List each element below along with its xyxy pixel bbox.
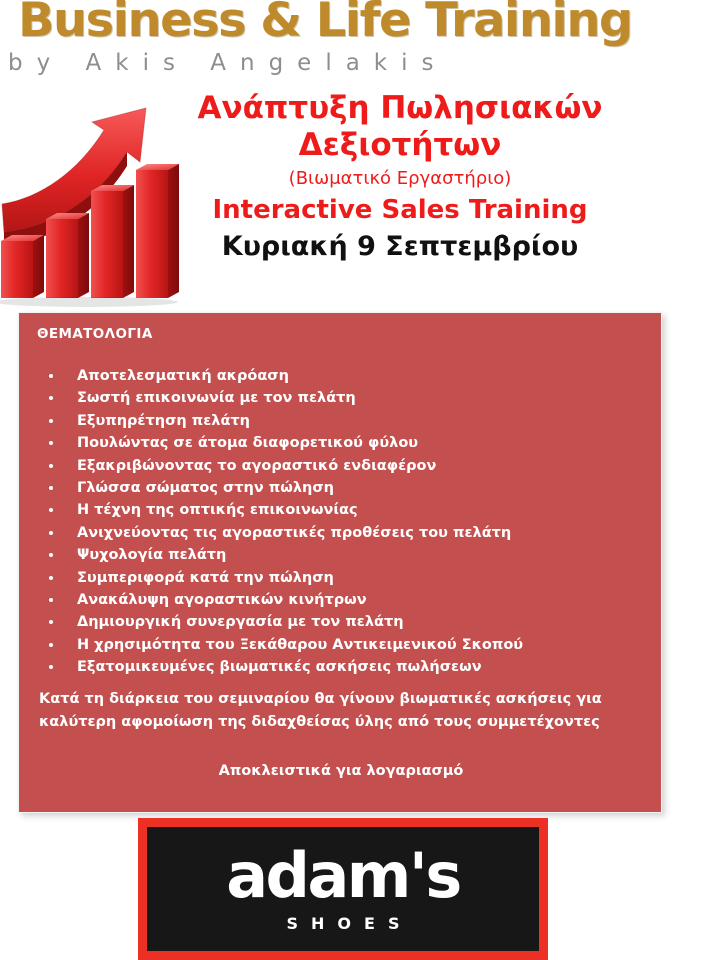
bullet-dot-icon: [49, 665, 53, 669]
list-item: [37, 611, 647, 633]
list-item-label: Γλώσσα σώματος στην πώληση: [77, 480, 334, 497]
list-item-label: Εξατομικευμένες βιωματικές ασκήσεις πωλήσεων: [77, 659, 482, 676]
agenda-bullet-list: [37, 365, 647, 679]
bullet-dot-icon: [49, 620, 53, 624]
seminar-title-english: Interactive Sales Training: [212, 195, 588, 225]
agenda-note: Κατά τη διάρκεια του σεμιναρίου θα γίνουν βιωματικές ασκήσεις για καλύτερη αφομοίωση της διδαχθείσας ύλης από τους συμμετέχοντες: [39, 691, 602, 730]
list-item: [37, 522, 647, 544]
sponsor-logo-inner: [147, 827, 539, 951]
sponsor-wordmark: adam's: [226, 839, 460, 912]
list-item-label: Ανιχνεύοντας τις αγοραστικές προθέσεις του πελάτη: [77, 524, 512, 541]
list-item: [37, 567, 647, 589]
list-item-label: Αποτελεσματική ακρόαση: [77, 368, 289, 384]
growth-chart-icon: [0, 86, 192, 308]
list-item: [37, 365, 647, 387]
list-item: [37, 589, 647, 611]
list-item-label: Εξακριβώνοντας το αγοραστικό ενδιαφέρον: [77, 457, 437, 474]
seminar-title-block: [175, 90, 625, 264]
seminar-title-line2: Δεξιοτήτων: [298, 127, 502, 163]
list-item: [37, 477, 647, 499]
list-item-label: Η τέχνη της οπτικής επικοινωνίας: [77, 502, 358, 519]
sponsor-logo: [138, 818, 548, 960]
sponsor-tagline: SHOES: [286, 914, 413, 933]
list-item-label: Η χρησιμότητα του Ξεκάθαρου Αντικειμενικού Σκοπού: [77, 636, 524, 653]
brand-title: Business & Life Training: [18, 0, 632, 48]
list-item-label: Συμπεριφορά κατά την πώληση: [77, 569, 334, 586]
seminar-title-line1: Ανάπτυξη Πωλησιακών: [197, 90, 603, 126]
bullet-dot-icon: [49, 643, 53, 647]
agenda-panel: [18, 312, 662, 813]
list-item-label: Δημιουργική συνεργασία με τον πελάτη: [77, 614, 404, 631]
bullet-dot-icon: [49, 396, 53, 400]
list-item-label: Σωστή επικοινωνία με τον πελάτη: [77, 390, 356, 407]
brand-header: [0, 0, 720, 82]
list-item-label: Ανακάλυψη αγοραστικών κινήτρων: [77, 592, 367, 609]
bullet-dot-icon: [49, 598, 53, 602]
bullet-dot-icon: [49, 508, 53, 512]
bullet-dot-icon: [49, 486, 53, 490]
list-item: [37, 455, 647, 477]
bullet-dot-icon: [49, 576, 53, 580]
list-item: [37, 499, 647, 521]
list-item: [37, 656, 647, 678]
list-item: [37, 410, 647, 432]
seminar-subtitle-parenthetical: (Βιωματικό Εργαστήριο): [288, 168, 512, 189]
bullet-dot-icon: [49, 531, 53, 535]
list-item: [37, 432, 647, 454]
bullet-dot-icon: [49, 441, 53, 445]
list-item: [37, 544, 647, 566]
bullet-dot-icon: [49, 419, 53, 423]
brand-subtitle: by Akis Angelakis: [8, 50, 448, 76]
list-item: [37, 387, 647, 409]
list-item-label: Ψυχολογία πελάτη: [77, 547, 227, 564]
agenda-heading: ΘΕΜΑΤΟΛΟΓΙΑ: [37, 326, 153, 342]
list-item-label: Εξυπηρέτηση πελάτη: [77, 412, 251, 429]
bullet-dot-icon: [49, 553, 53, 557]
agenda-footer-note: Αποκλειστικά για λογαριασμό: [218, 763, 464, 779]
bullet-dot-icon: [49, 464, 53, 468]
seminar-date: Κυριακή 9 Σεπτεμβρίου: [221, 231, 579, 262]
bullet-dot-icon: [49, 374, 53, 378]
list-item-label: Πουλώντας σε άτομα διαφορετικού φύλου: [77, 435, 419, 452]
list-item: [37, 634, 647, 656]
